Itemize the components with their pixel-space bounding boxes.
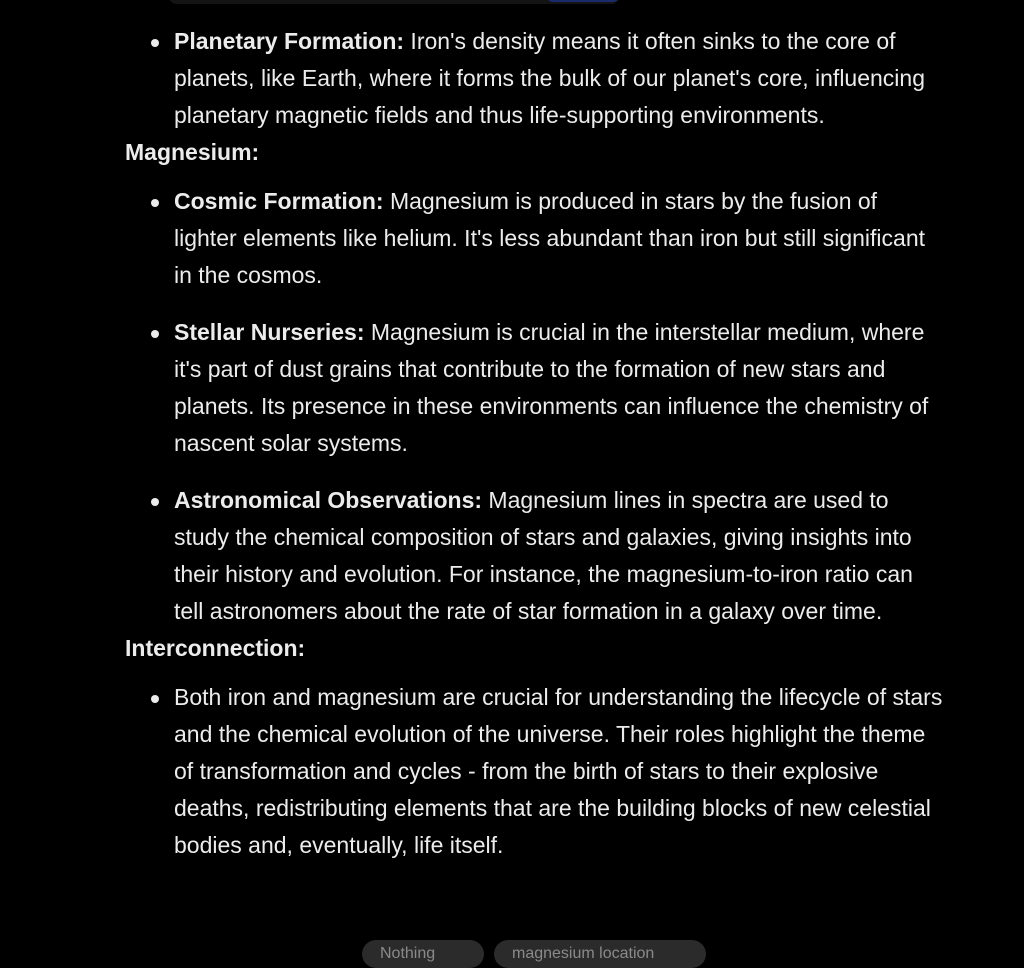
item-label: Cosmic Formation: [174, 188, 384, 214]
interconnection-list [125, 679, 955, 864]
item-text: Both iron and magnesium are crucial for understanding the lifecycle of stars and the chemical evolution of the universe. Their roles highlight the theme of transformation and cycles - from the birth of stars to their explosive deaths, redistributing elements that are the building blocks of new celestial bodies and, eventually, life itself. [174, 684, 943, 858]
list-item [125, 23, 944, 134]
suggestion-chip-magnesium-location[interactable]: magnesium location [494, 940, 706, 968]
previous-content-accent [546, 0, 620, 2]
bullet-dot [151, 199, 159, 207]
list-item [125, 679, 944, 864]
bullet-dot [151, 330, 159, 338]
item-label: Planetary Formation: [174, 28, 405, 54]
magnesium-list [125, 183, 955, 630]
suggestion-chip-nothing[interactable]: Nothing [362, 940, 484, 968]
item-text: Magnesium is crucial in the interstellar medium, where it's part of dust grains that contribute to the formation of new stars and planets. Its presence in these environments can influence the chemistry of nascent solar systems. [174, 319, 929, 456]
list-item [125, 183, 944, 294]
iron-list [125, 23, 955, 134]
item-label: Stellar Nurseries: [174, 319, 365, 345]
section-title-interconnection: Interconnection: [125, 635, 306, 661]
response-content [125, 23, 955, 864]
item-text: Magnesium is produced in stars by the fusion of lighter elements like helium. It's less abundant than iron but still significant in the cosmos. [174, 188, 926, 288]
list-item [125, 482, 944, 630]
section-title-magnesium: Magnesium: [125, 139, 260, 165]
bullet-dot [151, 39, 159, 47]
item-text: Magnesium lines in spectra are used to study the chemical composition of stars and galaxies, giving insights into their history and evolution. For instance, the magnesium-to-iron ratio can tell astronomers about the rate of star formation in a galaxy over time. [174, 487, 913, 624]
item-text: Iron's density means it often sinks to the core of planets, like Earth, where it forms the bulk of our planet's core, influencing planetary magnetic fields and thus life-supporting environments. [174, 28, 926, 128]
bullet-dot [151, 498, 159, 506]
list-item [125, 314, 944, 462]
item-label: Astronomical Observations: [174, 487, 483, 513]
bullet-dot [151, 695, 159, 703]
